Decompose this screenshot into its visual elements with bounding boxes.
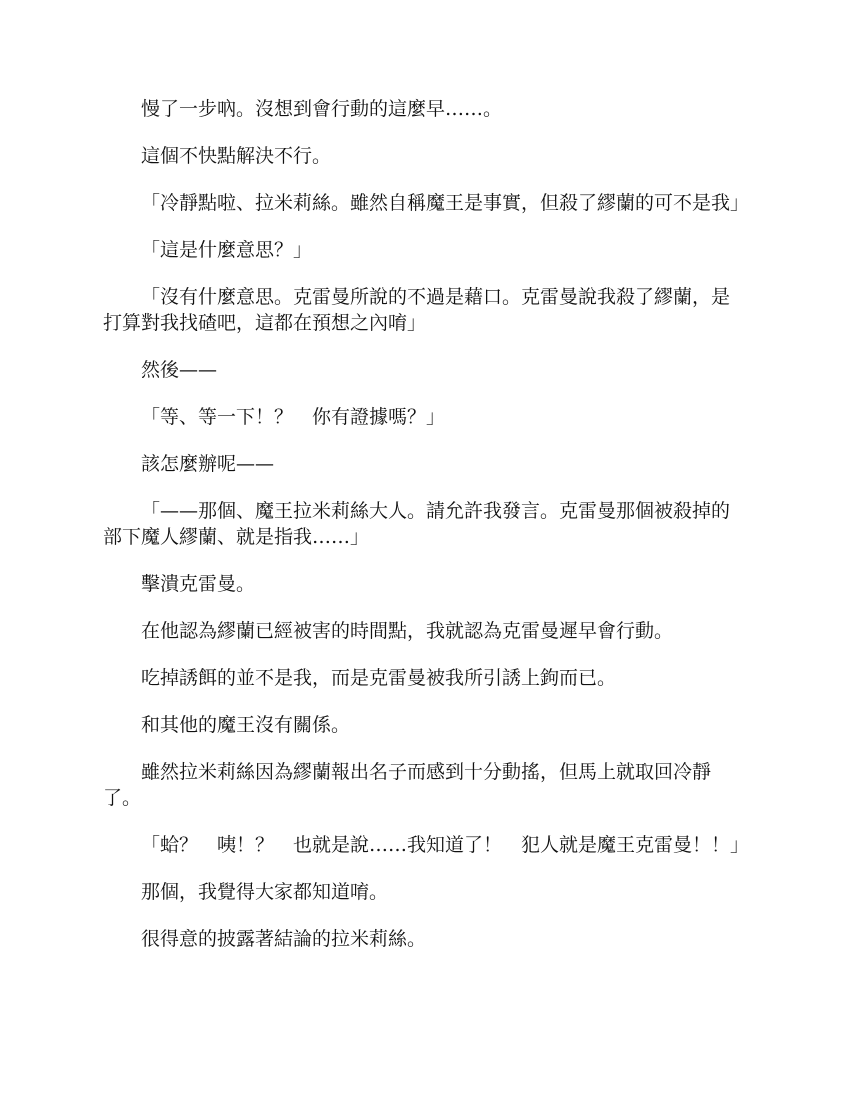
paragraph: 擊潰克雷曼。	[141, 573, 256, 595]
text-body	[103, 96, 748, 973]
paragraph: 那個，我覺得大家都知道唷。	[141, 881, 389, 903]
paragraph: 「——那個、魔王拉米莉絲大人。請允許我發言。克雷曼那個被殺掉的部下魔人繆蘭、就是指我……」	[103, 500, 731, 548]
paragraph: 「蛤？ 咦！？ 也就是說……我知道了！ 犯人就是魔王克雷曼！！」	[141, 834, 750, 856]
paragraph: 慢了一步吶。沒想到會行動的這麼早……。	[141, 98, 503, 120]
paragraph: 「等、等一下！？ 你有證據嗎？」	[141, 406, 446, 428]
paragraph: 「這是什麼意思？」	[141, 239, 313, 261]
paragraph: 在他認為繆蘭已經被害的時間點，我就認為克雷曼遲早會行動。	[141, 620, 674, 642]
paragraph: 然後——	[141, 359, 218, 381]
paragraph: 該怎麼辦呢——	[141, 453, 275, 475]
paragraph: 很得意的披露著結論的拉米莉絲。	[141, 928, 427, 950]
paragraph: 雖然拉米莉絲因為繆蘭報出名子而感到十分動搖，但馬上就取回冷靜了。	[103, 761, 712, 809]
paragraph: 「冷靜點啦、拉米莉絲。雖然自稱魔王是事實，但殺了繆蘭的可不是我」	[141, 192, 750, 214]
paragraph: 和其他的魔王沒有關係。	[141, 714, 351, 736]
paragraph: 這個不快點解決不行。	[141, 145, 332, 167]
paragraph: 吃掉誘餌的並不是我，而是克雷曼被我所引誘上鉤而已。	[141, 667, 617, 689]
paragraph: 「沒有什麼意思。克雷曼所說的不過是藉口。克雷曼說我殺了繆蘭，是打算對我找碴吧，這都在預想之內唷」	[103, 286, 731, 334]
